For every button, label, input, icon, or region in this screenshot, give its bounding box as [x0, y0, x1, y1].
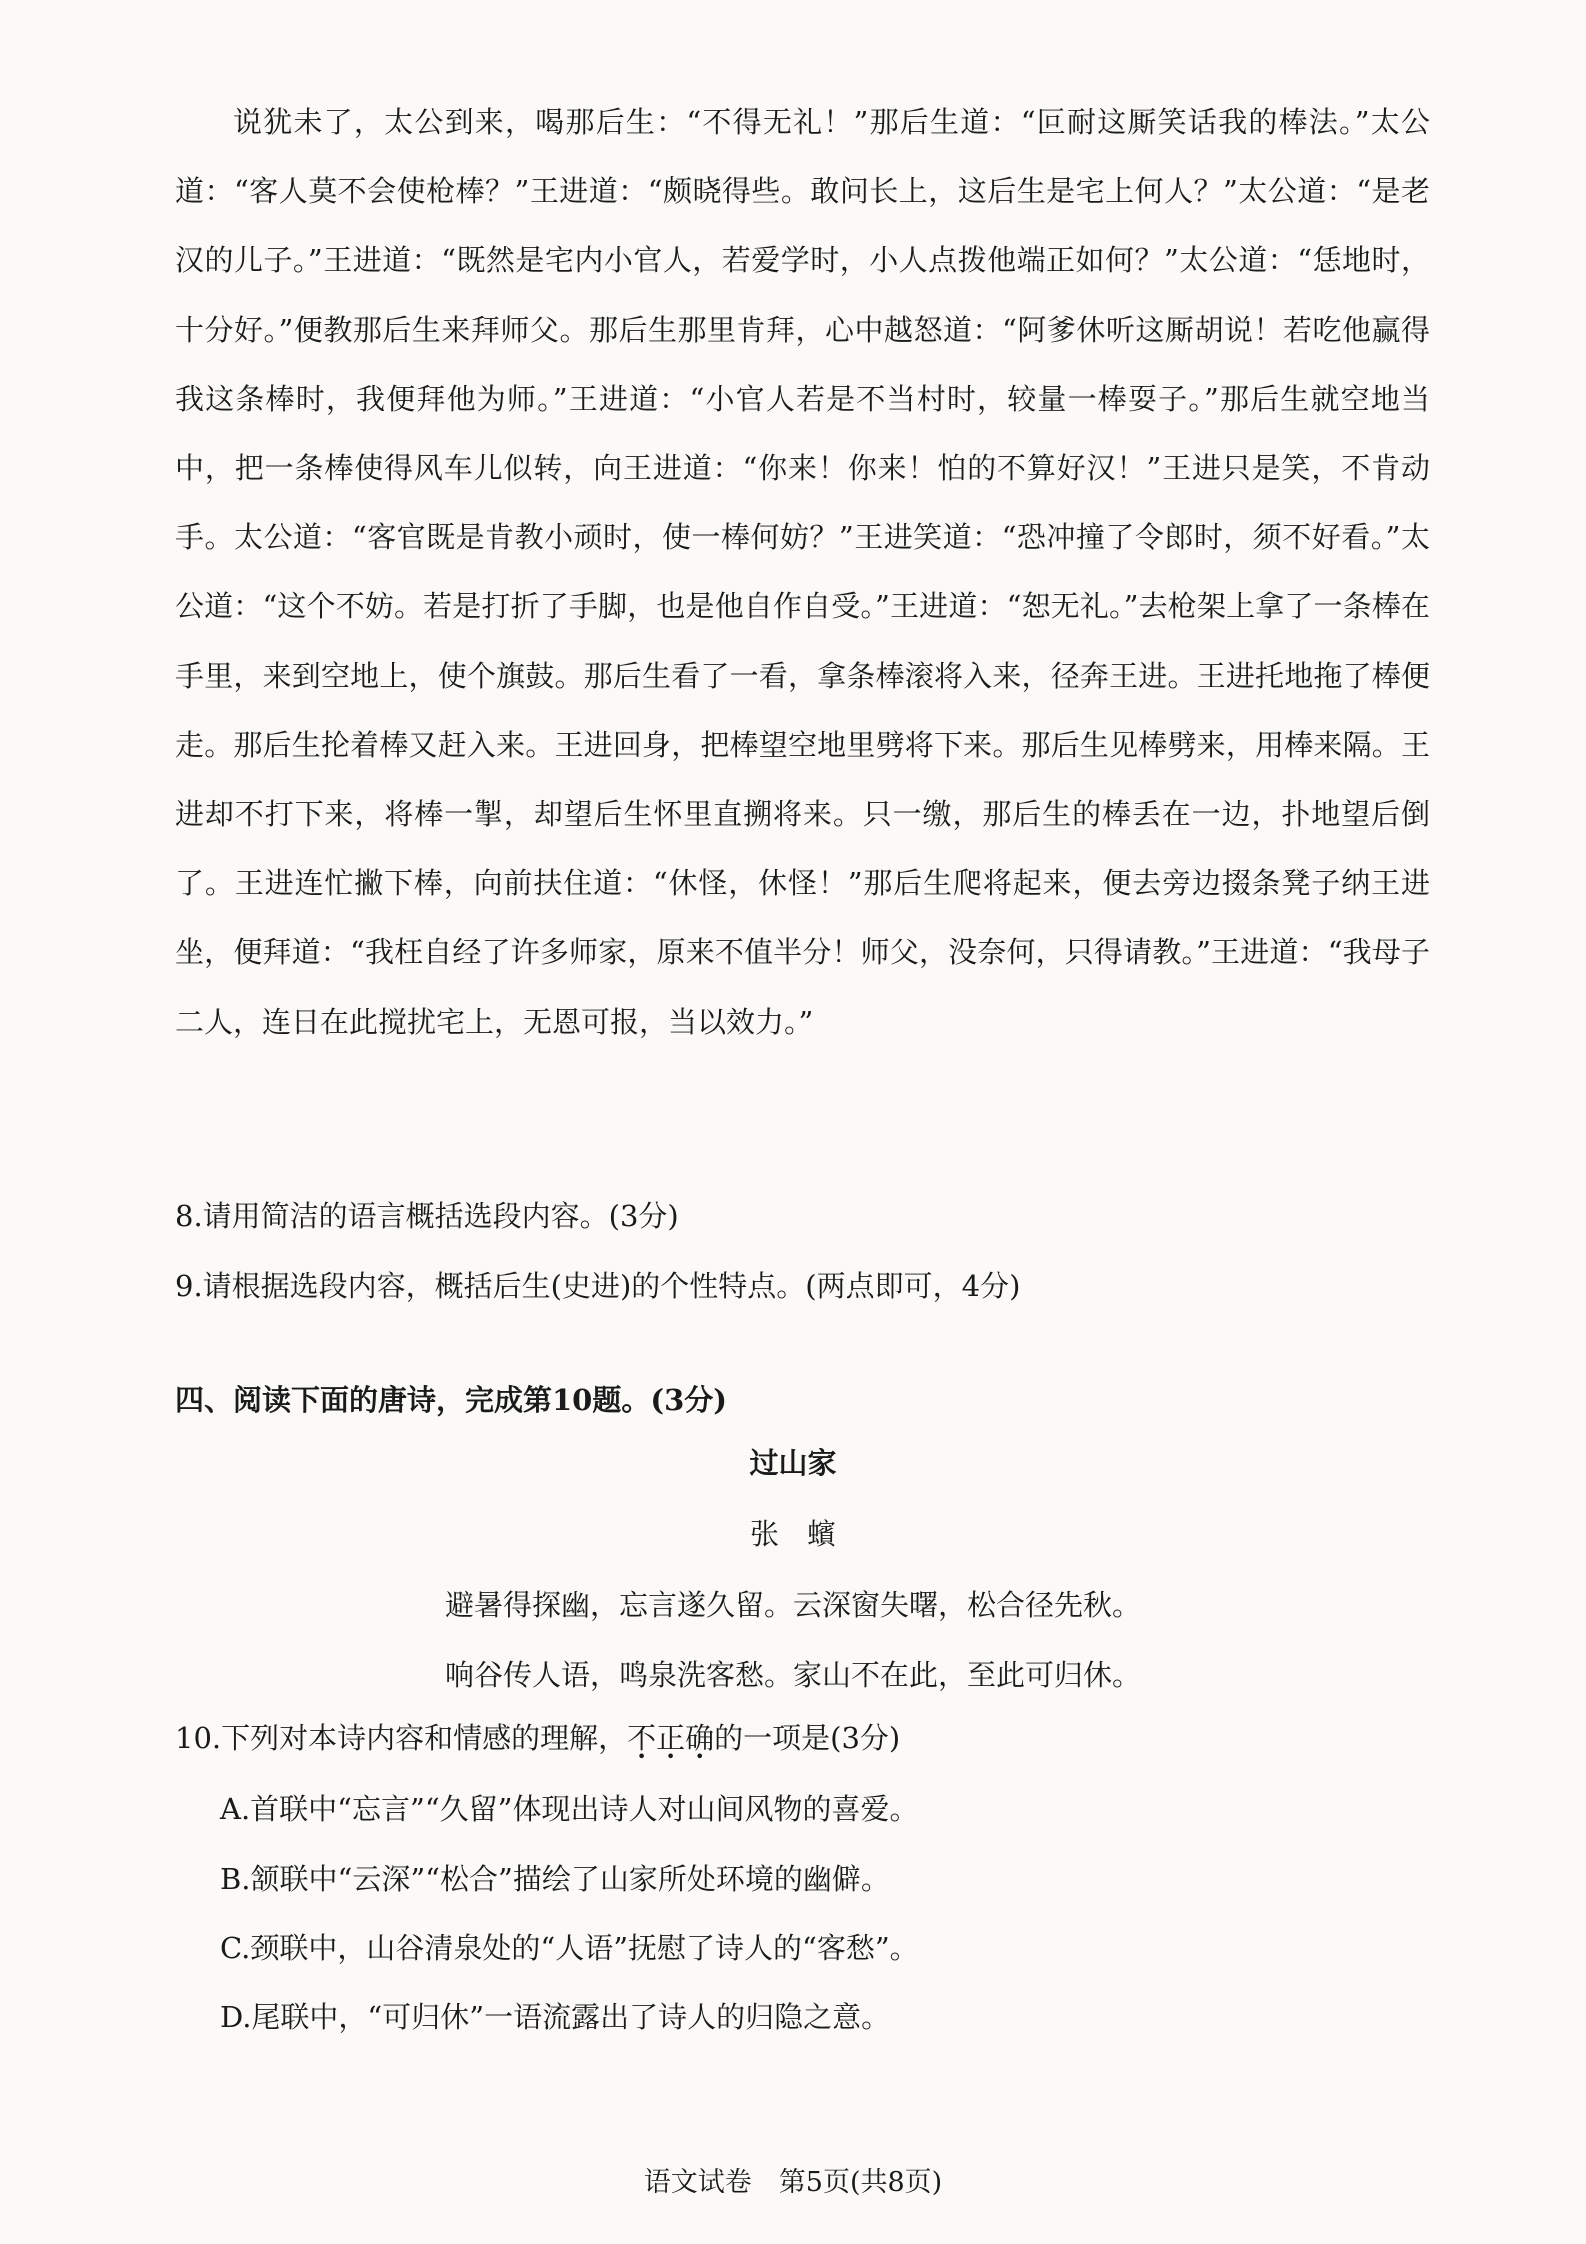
poem-line-2: 响谷传人语，鸣泉洗客愁。家山不在此，至此可归休。 — [444, 1658, 1141, 1692]
question-10-prefix: 10.下列对本诗内容和情感的理解， — [175, 1721, 628, 1755]
option-c: C.颈联中，山谷清泉处的“人语”抚慰了诗人的“客愁”。 — [220, 1931, 919, 1965]
page-footer: 语文试卷 第5页(共8页) — [643, 2167, 943, 2198]
emphasis-char: 确 — [685, 1721, 715, 1755]
emphasis-char: 不 — [627, 1721, 657, 1755]
reading-passage — [175, 88, 1430, 1057]
passage-paragraph: 说犹未了，太公到来，喝那后生：“不得无礼！”那后生道：“叵耐这厮笑话我的棒法。”太公道：“客人莫不会使枪棒？”王进道：“颇晓得些。敢问长上，这后生是宅上何人？”太公道：“是老汉的儿子。”王进道：“既然是宅内小官人，若爱学时，小人点拨他端正如何？”太公道：“恁地时，十分好。”便教那后生来拜师父。那后生那里肯拜，心中越怒道：“阿爹休听这厮胡说！若吃他赢得我这条棒时，我便拜他为师。”王进道：“小官人若是不当村时，较量一棒耍子。”那后生就空地当中，把一条棒使得风车儿似转，向王进道：“你来！你来！怕的不算好汉！”王进只是笑，不肯动手。太公道：“客官既是肯教小顽时，使一棒何妨？”王进笑道：“恐冲撞了令郎时，须不好看。”太公道：“这个不妨。若是打折了手脚，也是他自作自受。”王进道：“恕无礼。”去枪架上拿了一条棒在手里，来到空地上，使个旗鼓。那后生看了一看，拿条棒滚将入来，径奔王进。王进托地拖了棒便走。那后生抡着棒又赶入来。王进回身，把棒望空地里劈将下来。那后生见棒劈来，用棒来隔。王进却不打下来，将棒一掣，却望后生怀里直搠将来。只一缴，那后生的棒丢在一边，扑地望后倒了。王进连忙撇下棒，向前扶住道：“休怪，休怪！”那后生爬将起来，便去旁边掇条凳子纳王进坐，便拜道：“我枉自经了许多师家，原来不值半分！师父，没奈何，只得请教。”王进道：“我母子二人，连日在此搅扰宅上，无恩可报，当以效力。” — [175, 105, 1430, 1039]
question-10-suffix: 的一项是(3分) — [714, 1721, 901, 1755]
poem-author: 张蠙 — [749, 1517, 864, 1551]
option-d: D.尾联中，“可归休”一语流露出了诗人的归隐之意。 — [220, 2000, 891, 2034]
poem-title: 过山家 — [749, 1446, 837, 1480]
emphasis-char: 正 — [656, 1721, 686, 1755]
section-4-heading: 四、阅读下面的唐诗，完成第10题。(3分) — [175, 1383, 727, 1417]
option-b: B.颔联中“云深”“松合”描绘了山家所处环境的幽僻。 — [220, 1862, 890, 1896]
poem-line-1: 避暑得探幽，忘言遂久留。云深窗失曙，松合径先秋。 — [444, 1588, 1141, 1622]
option-a: A.首联中“忘言”“久留”体现出诗人对山间风物的喜爱。 — [220, 1792, 919, 1826]
question-8: 8.请用简洁的语言概括选段内容。(3分) — [175, 1199, 679, 1233]
question-9: 9.请根据选段内容，概括后生(史进)的个性特点。(两点即可，4分) — [175, 1269, 1021, 1303]
question-10 — [175, 1718, 900, 1758]
